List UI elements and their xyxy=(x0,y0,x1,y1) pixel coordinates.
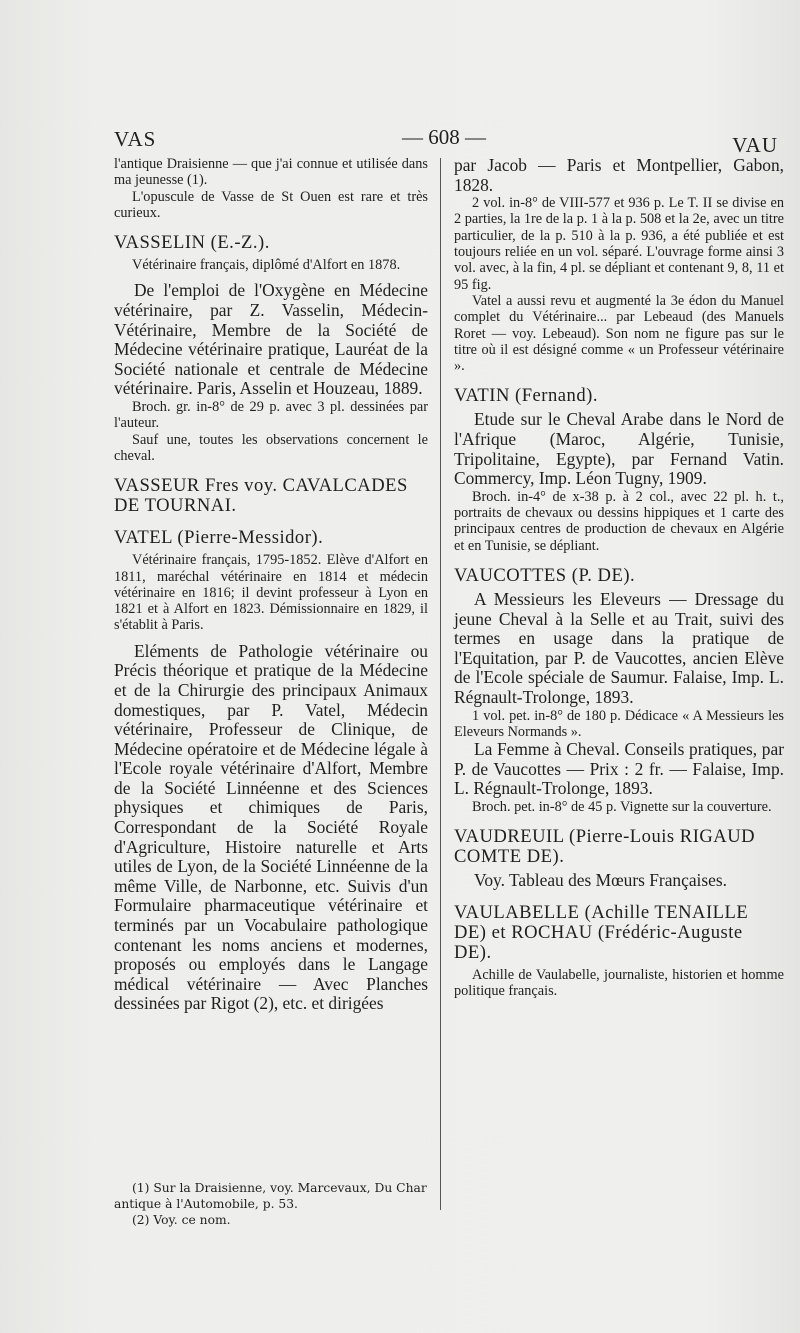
book-title: De l'emploi de l'Oxygène en Médecine vétérinaire, par Z. Vasselin, Médecin-Vétérinaire, Membre de la Société de Médecine vétérinaire pratique, Lauréat de la Société nationale et centrale de Médecine vétérinaire. Paris, Asselin et Houzeau, 1889. xyxy=(114,280,428,399)
book-title: Eléments de Pathologie vétérinaire ou Précis théorique et pratique de la Médecine et de la Chirurgie des principaux Animaux domestiques, par P. Vatel, Médecin vétérinaire, Professeur de Clinique, de Médecine opératoire et de Médecine légale à l'Ecole royale vétérinaire d'Alfort, Membre de la Société Linnéenne et des Sciences physiques et chimiques de Paris, Correspondant de la Société Royale d'Agriculture, Histoire naturelle et Arts utiles de Lyon, de la Société Linnéenne de la même Ville, de Narbonne, etc. Suivis d'un Formulaire pharmaceutique vétérinaire et terminés par un Vocabulaire pathologique contenant les noms anciens et modernes, proposés ou employés dans le Langage médical vétérinaire — Avec Planches dessinées par Rigot (2), etc. et dirigées xyxy=(114,640,428,1014)
entry-note: Achille de Vaulabelle, journaliste, historien et homme politique français. xyxy=(454,966,784,1000)
entry-note: 1 vol. pet. in-8° de 180 p. Dédicace « A Messieurs les Eleveurs Normands ». xyxy=(454,707,784,740)
book-title: Etude sur le Cheval Arabe dans le Nord de l'Afrique (Maroc, Algérie, Tunisie, Tripolitaine, Egypte), par Fernand Vatin. Commercy, Imp. Léon Tugny, 1909. xyxy=(454,409,784,489)
book-title: A Messieurs les Eleveurs — Dressage du jeune Cheval à la Selle et au Trait, suivi des termes en usage dans la pratique de l'Equitation, par P. de Vaucottes, ancien Elève de l'Ecole spéciale de Saumur. Falaise, Imp. L. Régnault-Trolonge, 1893. xyxy=(454,589,784,707)
right-column xyxy=(454,156,784,999)
entry-note: Vétérinaire français, 1795-1852. Elève d'Alfort en 1811, maréchal vétérinaire en 1814 et médecin vétérinaire en 1816; il devint professeur à Lyon en 1821 et à Alfort en 1823. Démissionnaire en 1829, il s'établit à Paris. xyxy=(114,552,428,634)
page-number: — 608 — xyxy=(402,125,486,149)
book-title: Voy. Tableau des Mœurs Françaises. xyxy=(474,870,727,891)
entry-note: Vatel a aussi revu et augmenté la 3e édon du Manuel complet du Vétérinaire... par Lebeaud (des Manuels Roret — voy. Lebeaud). Son nom ne figure pas sur le titre où il est désigné comme « un Professeur vétérinaire ». xyxy=(454,292,784,375)
entry-heading: VASSEUR Fres voy. CAVALCADES DE TOURNAI. xyxy=(114,475,408,517)
running-head xyxy=(114,125,778,155)
entry-note: Sauf une, toutes les observations concernent le cheval. xyxy=(114,431,428,464)
entry-note: Broch. pet. in-8° de 45 p. Vignette sur la couverture. xyxy=(472,798,772,815)
entry-note: 2 vol. in-8° de VIII-577 et 936 p. Le T. II se divise en 2 parties, la 1re de la p. 1 à la p. 508 et la 2e, avec un titre particulier, de la p. 510 à la p. 936, a été publiée et est toujours reliée en un vol. séparé. L'ouvrage forme ainsi 3 vol. avec, à la fin, 4 pl. se dépliant et contenant 9, 8, 11 et 95 fig. xyxy=(454,195,784,293)
running-head-left: VAS xyxy=(114,127,157,151)
entry-heading: VAUCOTTES (P. DE). xyxy=(454,565,636,587)
entry-heading: VASSELIN (E.-Z.). xyxy=(114,232,270,254)
book-title: par Jacob — Paris et Montpellier, Gabon, 1828. xyxy=(454,155,784,195)
footnote: (2) Voy. ce nom. xyxy=(132,1213,231,1227)
running-head-right: VAU xyxy=(732,133,778,157)
entry-note: Broch. gr. in-8° de 29 p. avec 3 pl. dessinées par l'auteur. xyxy=(114,399,428,432)
entry-note: Broch. in-4° de x-38 p. à 2 col., avec 22 pl. h. t., portraits de chevaux ou dessins hippiques et 1 carte des principaux centres de production de chevaux en Algérie et en Tunisie, se dépliant. xyxy=(454,488,784,554)
entry-heading: VAULABELLE (Achille TENAILLE DE) et ROCHAU (Frédéric-Auguste DE). xyxy=(454,901,749,963)
entry-heading: VATEL (Pierre-Messidor). xyxy=(114,527,324,549)
entry-note: L'opuscule de Vasse de St Ouen est rare et très curieux. xyxy=(114,188,428,221)
footnotes xyxy=(114,1180,428,1228)
entry-heading: VAUDREUIL (Pierre-Louis RIGAUD COMTE DE). xyxy=(454,826,756,868)
entry-heading: VATIN (Fernand). xyxy=(454,385,598,407)
entry-note: Vétérinaire français, diplômé d'Alfort en 1878. xyxy=(132,257,401,274)
entry-note: l'antique Draisienne — que j'ai connue et utilisée dans ma jeunesse (1). xyxy=(114,156,428,189)
column-divider xyxy=(440,158,441,1210)
book-title: La Femme à Cheval. Conseils pratiques, par P. de Vaucottes — Prix : 2 fr. — Falaise, Imp. L. Régnault-Trolonge, 1893. xyxy=(454,739,784,799)
footnote: (1) Sur la Draisienne, voy. Marcevaux, Du Char antique à l'Automobile, p. 53. xyxy=(114,1181,427,1211)
left-column xyxy=(114,156,428,1014)
